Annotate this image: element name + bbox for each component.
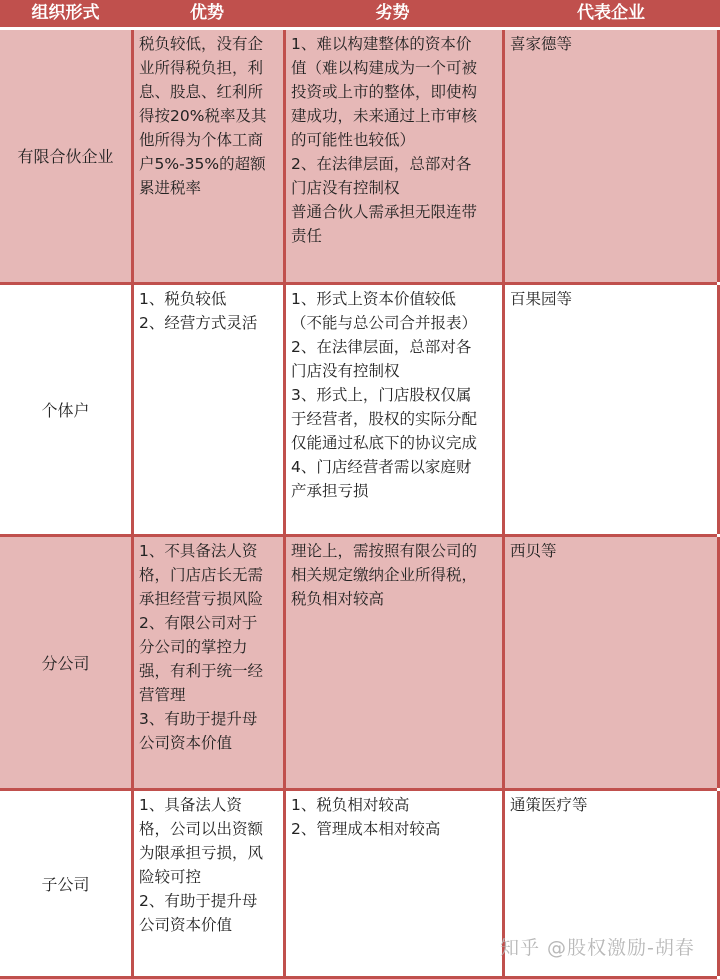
cell-disadvantages (283, 791, 502, 976)
header-disadvantages: 劣势 (375, 3, 410, 23)
text-line: 格，公司以出资额 (139, 820, 264, 838)
cell-representative: 西贝等 (502, 537, 720, 788)
text-line: 3、形式上，门店股权仅属 (291, 386, 472, 404)
text-line: 业所得税负担，利 (139, 59, 264, 77)
cell-advantages (131, 537, 283, 788)
text-line: 的可能性也较低） (291, 131, 416, 149)
text-line: 税负相对较高 (291, 590, 385, 608)
cell-disadvantages (283, 537, 502, 788)
text-line: 户5%-35%的超额 (139, 155, 266, 173)
text-line: 3、有助于提升母 (139, 710, 258, 728)
text-line: 2、在法律层面，总部对各 (291, 338, 472, 356)
header-form: 组织形式 (31, 3, 100, 23)
cell-form: 有限合伙企业 (17, 147, 114, 166)
watermark: 知乎 @股权激励-胡春 (500, 937, 695, 959)
text-line: 承担经营亏损风险 (139, 590, 264, 608)
cell-advantages (131, 791, 283, 976)
text-line: 相关规定缴纳企业所得税， (291, 566, 478, 584)
text-line: 险较可控 (139, 868, 202, 886)
text-line: 门店没有控制权 (291, 179, 400, 197)
cell-advantages (131, 30, 283, 282)
text-line: 1、税负较低 (139, 290, 227, 308)
text-line: 于经营者，股权的实际分配 (291, 410, 478, 428)
text-line: 分公司的掌控力 (139, 638, 248, 656)
table-header (0, 0, 720, 30)
cell-disadvantages (283, 30, 502, 282)
text-line: 公司资本价值 (139, 734, 233, 752)
cell-form: 分公司 (41, 653, 90, 673)
text-line: 2、有限公司对于 (139, 614, 258, 632)
text-line: 建成功，未来通过上市审核 (291, 107, 478, 125)
text-line: 1、具备法人资 (139, 796, 242, 814)
text-line: 2、管理成本相对较高 (291, 820, 441, 838)
text-line: 2、在法律层面，总部对各 (291, 155, 472, 173)
text-line: 营管理 (139, 686, 186, 704)
text-line: 累进税率 (139, 179, 202, 197)
text-line: 1、税负相对较高 (291, 796, 410, 814)
cell-form: 个体户 (41, 400, 90, 420)
text-line: 值（难以构建成为一个可被 (291, 59, 478, 77)
text-line: 4、门店经营者需以家庭财 (291, 458, 472, 476)
cell-form: 子公司 (41, 874, 90, 894)
text-line: 普通合伙人需承担无限连带 (291, 203, 478, 221)
text-line: 责任 (291, 227, 323, 245)
text-line: 1、难以构建整体的资本价 (291, 35, 472, 53)
text-line: 息、股息、红利所 (139, 83, 264, 101)
header-advantages: 优势 (190, 3, 224, 23)
text-line: 1、不具备法人资 (139, 542, 258, 560)
cell-disadvantages (283, 285, 502, 534)
text-line: 理论上，需按照有限公司的 (291, 542, 478, 560)
text-line: 2、经营方式灵活 (139, 314, 258, 332)
table-row (0, 30, 717, 285)
table-row (0, 537, 717, 791)
header-representative: 代表企业 (577, 3, 645, 23)
text-line: 门店没有控制权 (291, 362, 400, 380)
text-line: 格，门店店长无需 (139, 566, 264, 584)
text-line: （不能与总公司合并报表） (291, 314, 478, 332)
text-line: 他所得为个体工商 (139, 131, 264, 149)
cell-representative: 喜家德等 (502, 30, 720, 282)
text-line: 仅能通过私底下的协议完成 (291, 434, 478, 452)
text-line: 产承担亏损 (291, 482, 369, 500)
text-line: 投资或上市的整体，即使构 (291, 83, 478, 101)
text-line: 1、形式上资本价值较低 (291, 290, 456, 308)
text-line: 2、有助于提升母 (139, 892, 258, 910)
text-line: 强，有利于统一经 (139, 662, 264, 680)
text-line: 公司资本价值 (139, 916, 233, 934)
cell-advantages (131, 285, 283, 534)
text-line: 为限承担亏损，风 (139, 844, 264, 862)
cell-representative: 通策医疗等 (502, 791, 720, 976)
text-line: 得按20%税率及其 (139, 107, 267, 125)
cell-representative: 百果园等 (502, 285, 720, 534)
text-line: 税负较低，没有企 (139, 35, 264, 53)
table-row (0, 285, 717, 537)
